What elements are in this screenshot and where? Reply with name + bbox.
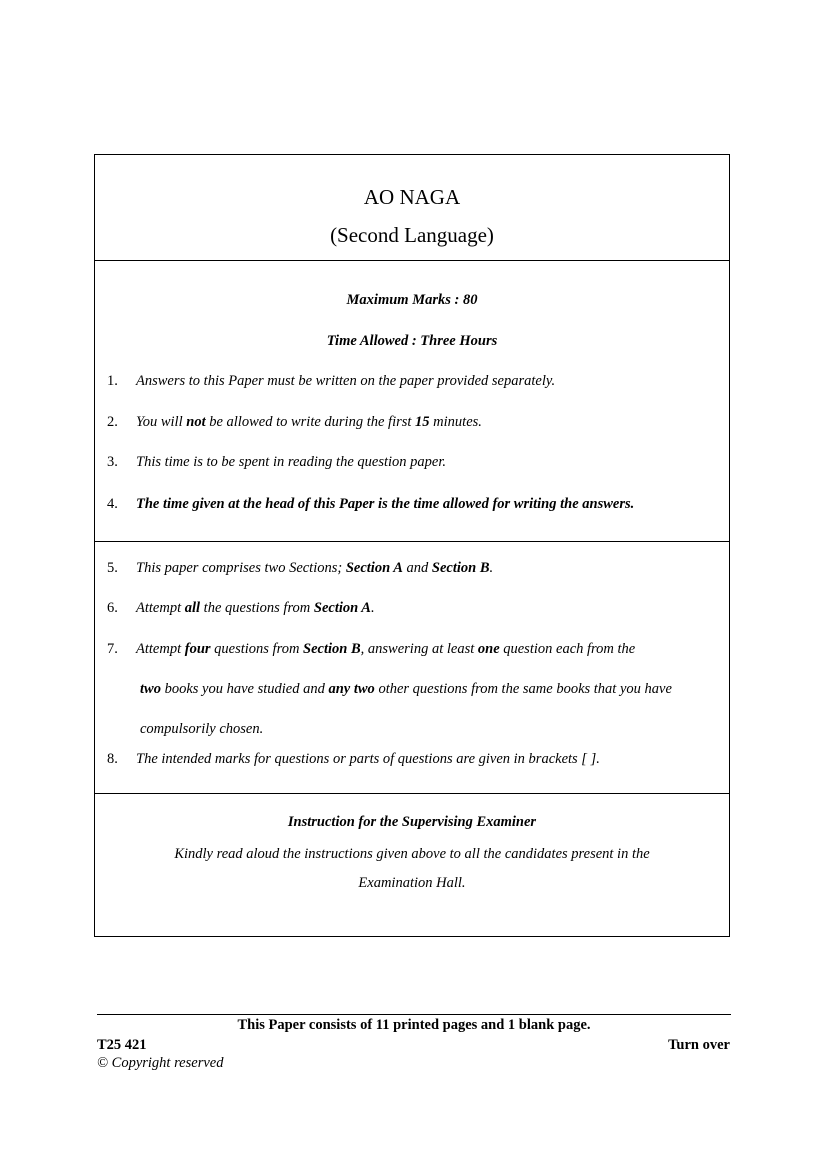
instruction-box: AO NAGA (Second Language) Maximum Marks : 80 Time Allowed : Three Hours 1. Answers to this Paper must be written on the paper provided separately. 2. You will not be allowed to write during the first 15 minutes. 3. This time is to be spent in reading the question paper. 4. The time given at the head of this Paper is the time allowed for writing the answers. 5. This paper comprises two Sections; Section A and Section B. 6. Attempt all the questions from Section A. 7. Attempt four questions from Section B, answering at least one question each from the two books you have studied and any two other questions from the same books that you have compulsorily chosen. 8. The intended marks for questions or parts of questions are given in brackets [ ]. Instruction for the Supervising Examiner Kindly read aloud the instructions given above to all the candidates present in the Examination Hall. bbox=[94, 154, 730, 937]
supervisor-heading: Instruction for the Supervising Examiner bbox=[287, 814, 537, 830]
divider bbox=[95, 260, 729, 261]
subject-title: AO NAGA bbox=[363, 185, 461, 209]
supervisor-line-2: Examination Hall. bbox=[358, 875, 466, 891]
footer-rule bbox=[97, 1014, 731, 1015]
supervisor-line-1: Kindly read aloud the instructions given above to all the candidates present in the bbox=[174, 846, 650, 862]
page-count: This Paper consists of 11 printed pages and 1 blank page. bbox=[237, 1017, 591, 1033]
maximum-marks: Maximum Marks : 80 bbox=[346, 292, 478, 308]
copyright: © Copyright reserved bbox=[97, 1055, 224, 1071]
divider bbox=[95, 541, 729, 542]
language-level: (Second Language) bbox=[330, 223, 494, 247]
turn-over: Turn over bbox=[668, 1037, 730, 1053]
divider bbox=[95, 793, 729, 794]
instruction-7-cont: two books you have studied and any two other questions from the same books that you have bbox=[140, 681, 672, 697]
paper-code: T25 421 bbox=[97, 1037, 147, 1053]
time-allowed: Time Allowed : Three Hours bbox=[326, 333, 498, 349]
instruction-7-cont2: compulsorily chosen. bbox=[140, 721, 264, 737]
